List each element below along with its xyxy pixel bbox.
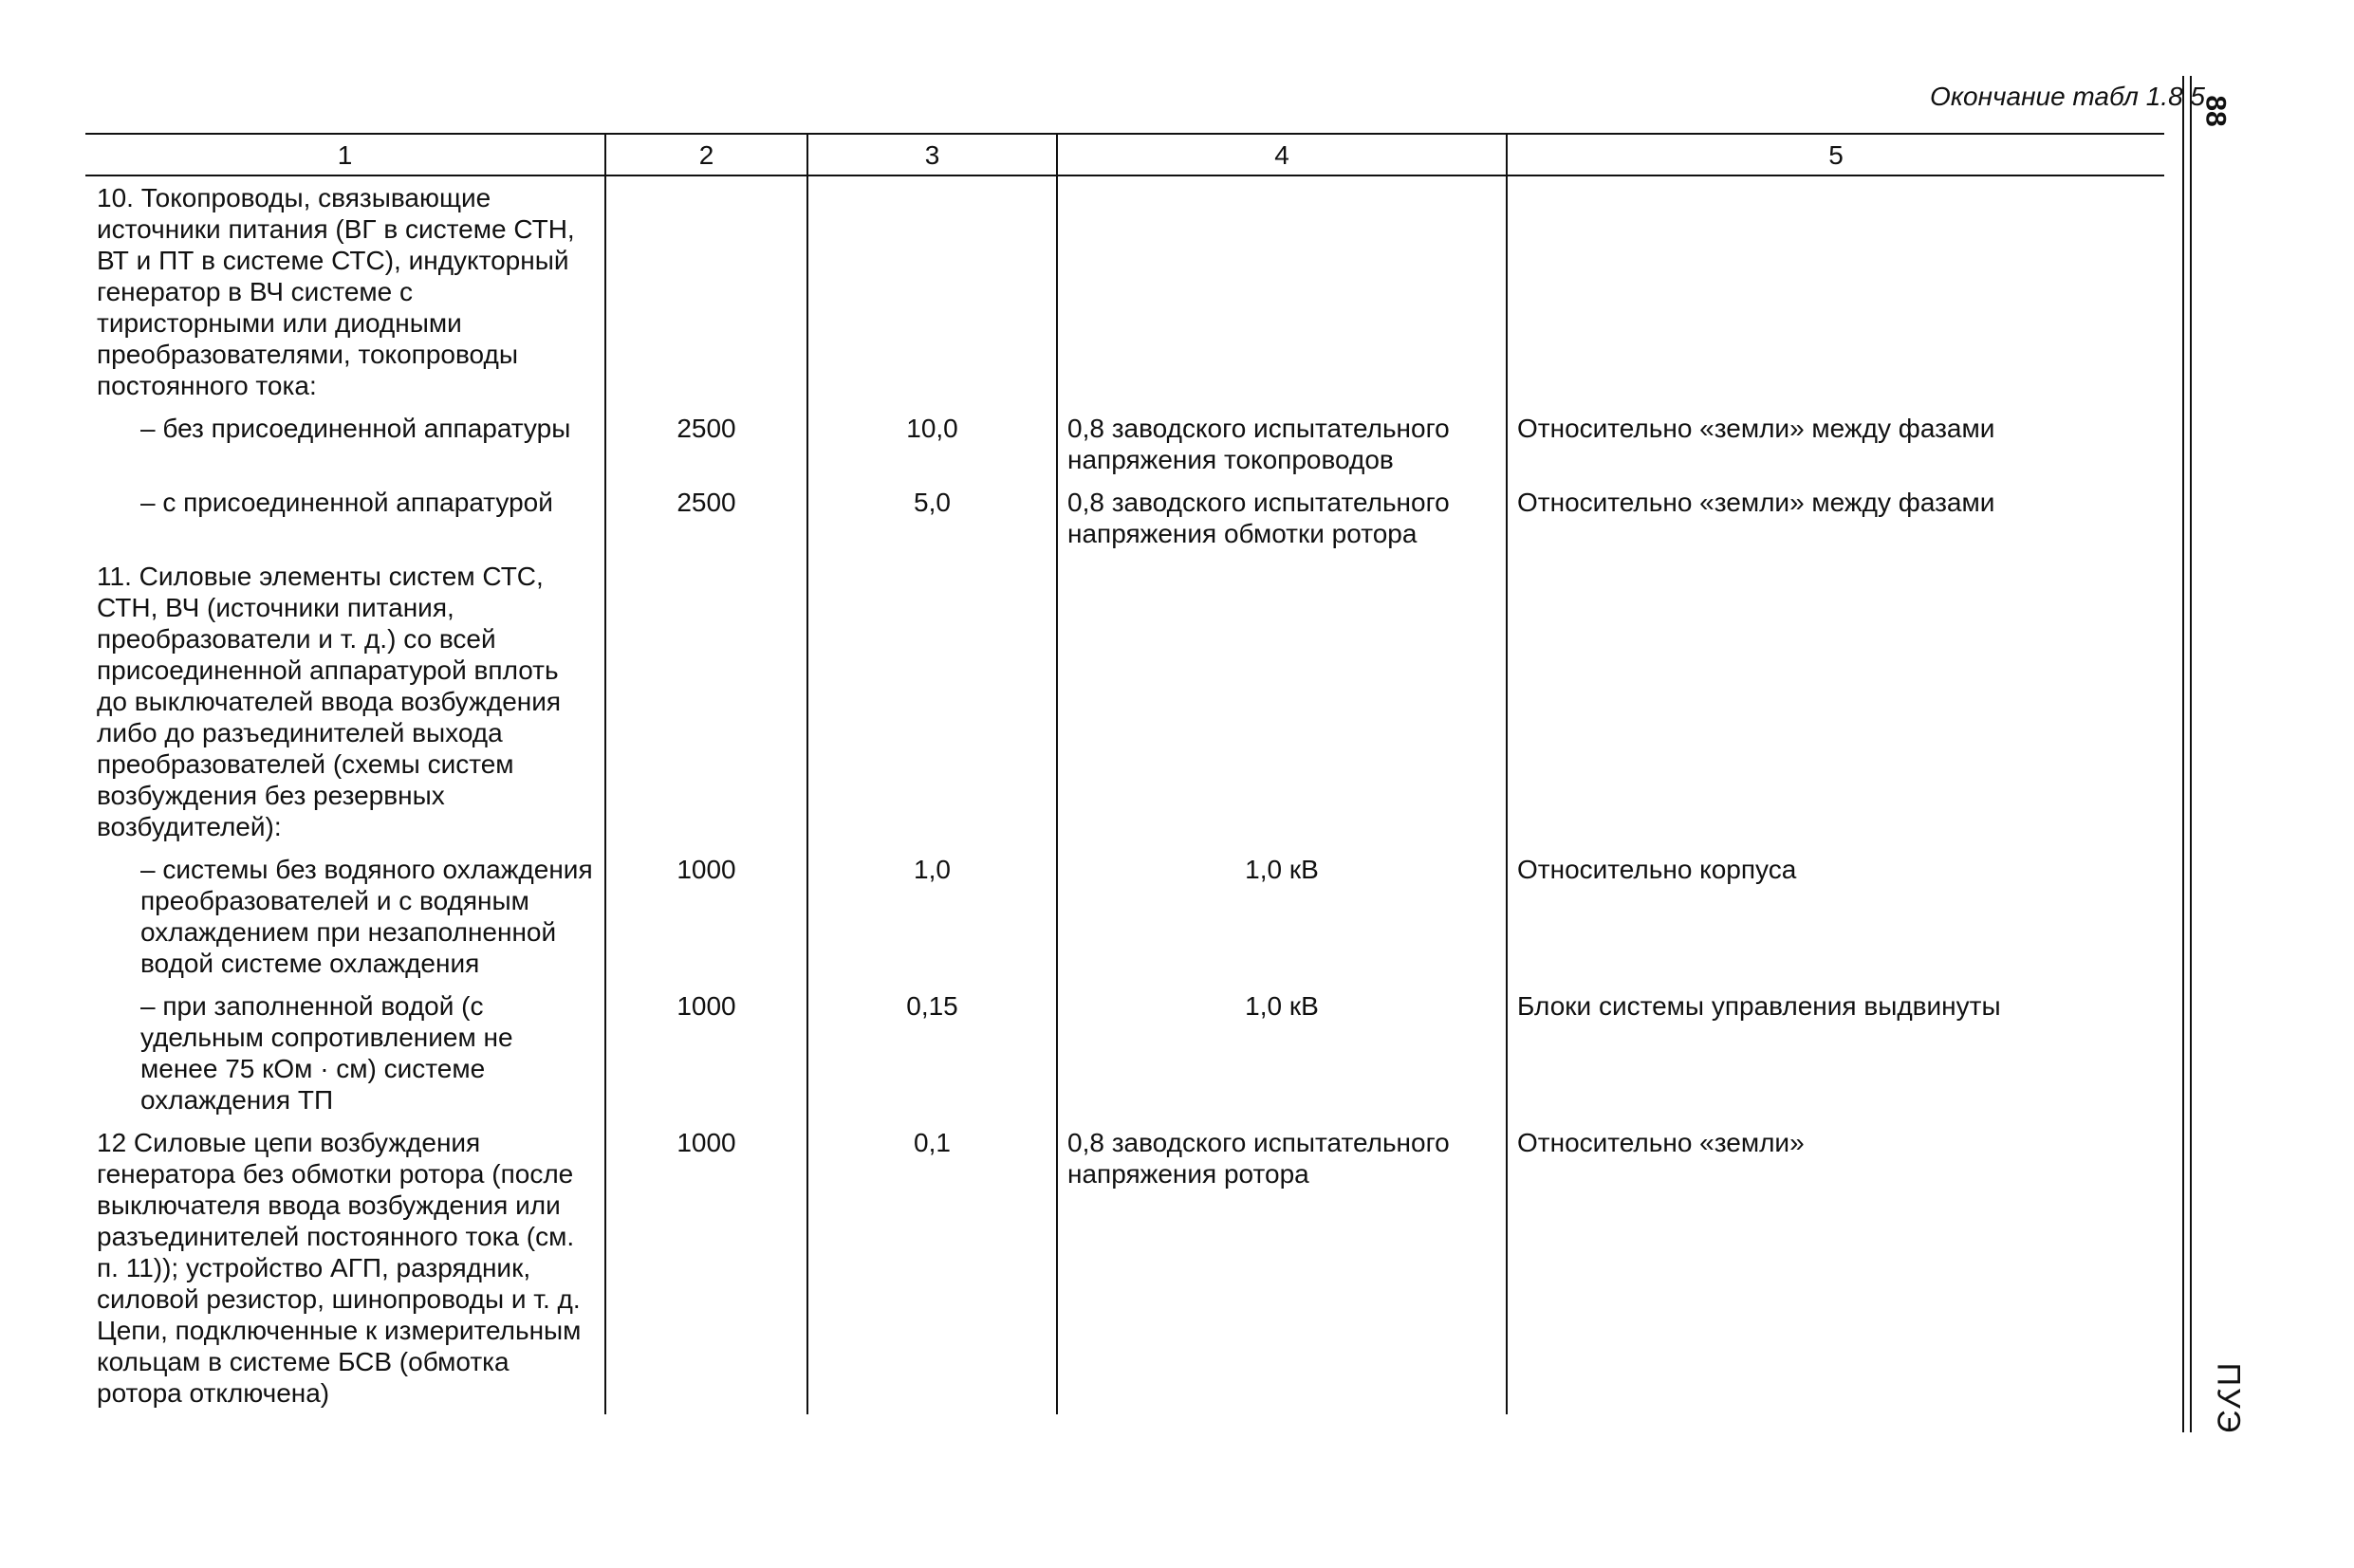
table-cell-col3 bbox=[807, 175, 1057, 407]
table-row bbox=[85, 175, 2164, 407]
table-cell-col3: 10,0 bbox=[807, 407, 1057, 481]
table-cell-col2: 2500 bbox=[605, 407, 807, 481]
table-cell-col2: 2500 bbox=[605, 481, 807, 555]
table-cell-col5: Относительно «земли» bbox=[1507, 1121, 2164, 1414]
column-header: 2 bbox=[605, 134, 807, 175]
column-header: 1 bbox=[85, 134, 605, 175]
column-header: 4 bbox=[1057, 134, 1507, 175]
table-row bbox=[85, 555, 2164, 848]
table-cell-col3: 0,1 bbox=[807, 1121, 1057, 1414]
table-row bbox=[85, 1121, 2164, 1414]
table-cell-col3: 5,0 bbox=[807, 481, 1057, 555]
page-number: 88 bbox=[2199, 95, 2232, 127]
table-cell-col4: 0,8 заводского испытательного напряжения ротора bbox=[1057, 1121, 1507, 1414]
test-voltage-table bbox=[85, 133, 2164, 1414]
margin-rule bbox=[2190, 76, 2192, 1432]
table-cell-col1: – без присоединенной аппаратуры bbox=[85, 407, 605, 481]
column-header: 5 bbox=[1507, 134, 2164, 175]
table-cell-col1: – при заполненной водой (с удельным сопротивлением не менее 75 кОм · см) системе охлаждения ТП bbox=[85, 985, 605, 1121]
table-cell-col4: 0,8 заводского испытательного напряжения обмотки ротора bbox=[1057, 481, 1507, 555]
table-cell-col4: 1,0 кВ bbox=[1057, 985, 1507, 1121]
table-cell-col1: – системы без водяного охлаждения преобразователей и с водяным охлаждением при незаполненной водой системе охлаждения bbox=[85, 848, 605, 985]
table-cell-col1: 12 Силовые цепи возбуждения генератора без обмотки ротора (после выключателя ввода возбуждения или разъединителей постоянного тока (см. п. 11)); устройство АГП, разрядник, силовой резистор, шинопроводы и т. д. Цепи, подключенные к измерительным кольцам в системе БСВ (обмотка ротора отключена) bbox=[85, 1121, 605, 1414]
table-cell-col2: 1000 bbox=[605, 985, 807, 1121]
table-cell-col5: Блоки системы управления выдвинуты bbox=[1507, 985, 2164, 1121]
table-cell-col1: – с присоединенной аппаратурой bbox=[85, 481, 605, 555]
table-cell-col5: Относительно «земли» между фазами bbox=[1507, 407, 2164, 481]
table-row bbox=[85, 407, 2164, 481]
table-row bbox=[85, 848, 2164, 985]
table-cell-col5 bbox=[1507, 555, 2164, 848]
table-continuation-caption: Окончание табл 1.8 5 bbox=[1930, 82, 2205, 111]
table-cell-col3: 0,15 bbox=[807, 985, 1057, 1121]
table-cell-col2 bbox=[605, 555, 807, 848]
table-cell-col3: 1,0 bbox=[807, 848, 1057, 985]
table-cell-col1: 10. Токопроводы, связывающие источники питания (ВГ в системе СТН, ВТ и ПТ в системе СТС), индукторный генератор в ВЧ системе с тиристорными или диодными преобразователями, токопроводы постоянного тока: bbox=[85, 175, 605, 407]
table-cell-col5: Относительно корпуса bbox=[1507, 848, 2164, 985]
table-cell-col4: 0,8 заводского испытательного напряжения токопроводов bbox=[1057, 407, 1507, 481]
table-cell-col4 bbox=[1057, 555, 1507, 848]
table-cell-col2: 1000 bbox=[605, 1121, 807, 1414]
table-row bbox=[85, 985, 2164, 1121]
table-cell-col4: 1,0 кВ bbox=[1057, 848, 1507, 985]
table-header-row bbox=[85, 134, 2164, 175]
running-title: ПУЭ bbox=[2210, 1362, 2247, 1435]
table-cell-col1: 11. Силовые элементы систем СТС, СТН, ВЧ (источники питания, преобразователи и т. д.) со всей присоединенной аппаратурой вплоть до выключателей ввода возбуждения либо до разъединителей выхода преобразователей (схемы систем возбуждения без резервных возбудителей): bbox=[85, 555, 605, 848]
table-cell-col3 bbox=[807, 555, 1057, 848]
table-cell-col4 bbox=[1057, 175, 1507, 407]
table-row bbox=[85, 481, 2164, 555]
margin-rule bbox=[2182, 76, 2184, 1432]
table-cell-col2: 1000 bbox=[605, 848, 807, 985]
column-header: 3 bbox=[807, 134, 1057, 175]
table-cell-col5 bbox=[1507, 175, 2164, 407]
table-cell-col2 bbox=[605, 175, 807, 407]
table-cell-col5: Относительно «земли» между фазами bbox=[1507, 481, 2164, 555]
